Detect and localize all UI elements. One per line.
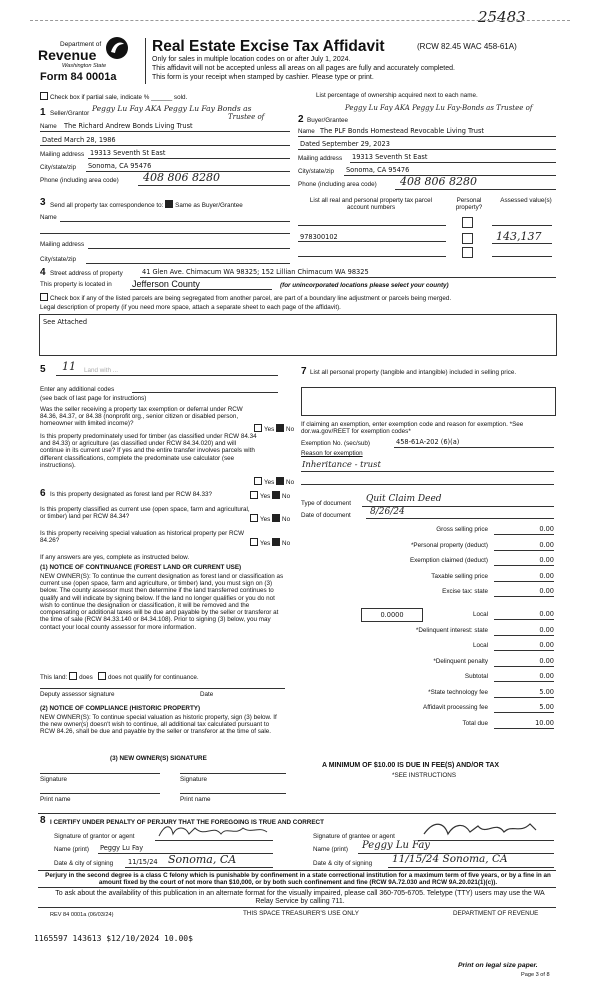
exemption-text: If claiming an exemption, enter exemption code and reason for exemption. *See dor.wa.gov/REET for exemption codes* (301, 421, 524, 436)
fee-row-b-label-7: Total due (462, 719, 488, 727)
sec3-city-label: City/state/zip (40, 256, 77, 263)
fee-row-b-rule-7 (494, 728, 554, 729)
section-7-number: 7 (301, 366, 307, 377)
header-divider (145, 38, 146, 84)
buyer-mailing-label: Mailing address (298, 155, 343, 162)
fee-row-b-value-1[interactable]: 0.00 (539, 625, 554, 634)
sec8-top-rule (38, 813, 556, 814)
grantee-signature[interactable] (420, 818, 540, 840)
seller-name-rule (40, 131, 290, 132)
street-address-label: Street address of property (50, 270, 123, 277)
header-revenue: Revenue (38, 47, 97, 63)
new-owner-print-label-2: Print name (180, 796, 211, 803)
grantor-signature[interactable] (155, 822, 270, 840)
deputy-date-label: Date (200, 691, 214, 698)
fee-row-b-rule-1 (494, 635, 554, 636)
seller-mailing-rule (88, 158, 290, 159)
sec5-q2-no-checkbox[interactable] (276, 477, 284, 485)
grantor-name-value[interactable]: Peggy Lu Fay (100, 844, 144, 852)
buyer-phone-rule (395, 189, 556, 190)
header-form-number: Form 84 0001a (40, 71, 117, 83)
additional-codes-rule (132, 392, 278, 393)
sec3-text: Send all property tax correspondence to: (50, 202, 164, 209)
located-in-label: This property is located in (40, 281, 112, 288)
sec5-q2-yes-checkbox[interactable] (254, 477, 262, 485)
street-address-rule (140, 277, 556, 278)
handwritten-record-number: 25483 (478, 8, 526, 26)
grantor-date-label: Date & city of signing (54, 860, 114, 867)
same-as-buyer-checkbox[interactable] (165, 200, 173, 208)
fee-row-value-1[interactable]: 0.00 (539, 540, 554, 549)
fee-row-value-2[interactable]: 0.00 (539, 556, 554, 564)
section-6-number: 6 (40, 488, 46, 499)
buyer-city-label: City/state/zip (298, 168, 335, 175)
additional-codes-label: Enter any additional codes (40, 386, 115, 393)
legal-description-value: See Attached (43, 318, 88, 326)
sec3-mailing-label: Mailing address (40, 241, 85, 248)
fee-row-b-label-2: Local (472, 642, 488, 649)
reason-rule-2 (301, 484, 554, 485)
assessed-rule-1 (492, 225, 552, 226)
header-line1: Only for sales in multiple location codes on or after July 1, 2024. (152, 56, 351, 63)
buyer-name-rule (298, 136, 556, 137)
seller-handwritten-line2: Trustee of (228, 113, 265, 121)
section-5-number: 5 (40, 364, 46, 375)
sec3-row (50, 200, 243, 209)
sec6-q1: Is this property designated as forest land per RCW 84.33? (50, 491, 213, 498)
grantee-name-label: Name (print) (313, 846, 348, 853)
fee-row-b-label-3: *Delinquent penalty (433, 657, 488, 665)
parcel-column-header: List all real and personal property tax parcel account numbers (309, 197, 433, 212)
dor-logo-icon (105, 36, 129, 60)
buyer-city-value[interactable]: Sonoma, CA 95476 (346, 166, 410, 174)
fee-row-b-value-2[interactable]: 0.00 (539, 641, 554, 649)
seller-phone-label: Phone (including area code) (40, 177, 119, 184)
certify-statement: I CERTIFY UNDER PENALTY OF PERJURY THAT THE FOREGOING IS TRUE AND CORRECT (50, 819, 324, 826)
fee-row-b-value-5[interactable]: 5.00 (539, 687, 554, 696)
sec6-q3-no: No (282, 540, 291, 547)
buyer-handwritten-line1: Peggy Lu Fay AKA Peggy Lu Fay-Bonds as Trustee of (345, 104, 533, 112)
sec6-q1-no-checkbox[interactable] (272, 491, 280, 499)
sec5-q2: Is this property predominately used for timber (as classified under RCW 84.34 and 84.33) or agriculture (as classified under RCW 84.34.020) and will continue in its current use? If yes and the entire transfer involves parcels with different classifications, complete the predominate use calculator (see instructions). (40, 433, 257, 469)
footer-top-rule (38, 870, 556, 871)
buyer-phone-value[interactable]: 408 806 8280 (400, 175, 477, 188)
new-owner-signature-label-2: Signature (180, 776, 207, 783)
fee-row-label-0: Gross selling price (436, 526, 488, 533)
this-land-label: This land: (40, 674, 68, 681)
fee-row-label-3: Taxable selling price (431, 572, 488, 580)
section-2-number: 2 (298, 114, 304, 125)
assessed-rule-3 (492, 256, 552, 257)
fee-row-b-rule-0 (494, 619, 554, 620)
sec5-q2-yes: Yes (264, 479, 275, 486)
fee-row-b-value-3[interactable]: 0.00 (539, 656, 554, 665)
compliance-text: NEW OWNER(S): To continue special valuation as historic property, sign (3) below. If the new owner(s) doesn't wish to continue, all additional tax calculated pursuant to RCW 84.26, shall be due and payable by the seller or transferor at the time of sale. (40, 714, 277, 736)
sec6-q2-no: No (282, 516, 291, 523)
personal-property-header: Personal property? (455, 197, 483, 212)
sec6-q2-yes-checkbox[interactable] (250, 514, 258, 522)
county-select[interactable]: Jefferson County (132, 279, 200, 289)
seller-city-label: City/state/zip (40, 164, 77, 171)
sec3-name-label: Name (40, 214, 57, 221)
seller-handwritten-line1: Peggy Lu Fay AKA Peggy Lu Fay Bonds as (92, 104, 252, 113)
sec6-q3-yes-checkbox[interactable] (250, 538, 258, 546)
grantee-name-value[interactable]: Peggy Lu Fay (362, 840, 430, 851)
does-checkbox[interactable] (69, 672, 77, 680)
header-state: Washington State (62, 63, 107, 69)
personal-property-checkbox-3[interactable] (462, 247, 473, 258)
same-as-buyer-label: Same as Buyer/Grantee (175, 202, 243, 209)
reason-value[interactable]: Inheritance - trust (302, 460, 381, 470)
fee-row-b-value-4[interactable]: 0.00 (539, 672, 554, 680)
segregated-label: Check box if any of the listed parcels are being segregated from another parcel, are part of a boundary line adjustment or parcels being merged. (50, 295, 452, 302)
grantee-date-value[interactable]: 11/15/24 Sonoma, CA (392, 853, 508, 865)
does-not-checkbox[interactable] (98, 672, 106, 680)
assessed-rule-2 (492, 243, 552, 244)
section-1-number: 1 (40, 107, 46, 118)
doc-date-rule (366, 518, 554, 519)
street-address-value[interactable]: 41 Glen Ave. Chimacum WA 98325; 152 Lillian Chimacum WA 98325 (142, 268, 369, 276)
section-3-number: 3 (40, 197, 46, 208)
grantee-date-label: Date & city of signing (313, 860, 373, 867)
page-number: Page 3 of 8 (521, 972, 550, 978)
sec5-q1-no-checkbox[interactable] (276, 424, 284, 432)
buyer-label: Buyer/Grantee (307, 117, 348, 124)
buyer-phone-label: Phone (including area code) (298, 181, 377, 188)
seller-mailing-value[interactable]: 19313 Seventh St East (90, 149, 166, 157)
assessed-value-header: Assessed value(s) (500, 197, 552, 204)
land-use-rule (56, 375, 278, 376)
fee-row-b-rule-4 (494, 681, 554, 682)
fee-row-b-label-6: Affidavit processing fee (423, 704, 488, 711)
personal-property-field[interactable] (301, 387, 556, 416)
doc-date-value[interactable]: 8/26/24 (370, 507, 405, 517)
new-owner-sig-rule-1 (40, 773, 160, 774)
minimum-due-note: A MINIMUM OF $10.00 IS DUE IN FEE(S) AND/OR TAX (322, 762, 500, 769)
new-owner-print-rule-2 (180, 793, 286, 794)
sec5-q1-yes: Yes (264, 426, 275, 433)
fee-row-b-label-5: *State technology fee (428, 688, 488, 696)
sec6-q3-yes: Yes (260, 540, 271, 547)
fee-row-b-label-4: Subtotal (464, 673, 488, 680)
sec6-q2-yes: Yes (260, 516, 271, 523)
treasurer-use-label: THIS SPACE TREASURER'S USE ONLY (243, 910, 359, 917)
reason-label: Reason for exemption (301, 450, 363, 457)
deputy-rule (40, 688, 285, 689)
fee-row-b-rule-3 (494, 666, 554, 667)
fee-row-label-2: Exemption claimed (deduct) (409, 557, 488, 564)
sec3-name-rule (60, 221, 290, 222)
dept-of-revenue-footer: DEPARTMENT OF REVENUE (453, 910, 539, 917)
header-rcw: (RCW 82.45 WAC 458-61A) (417, 42, 517, 51)
sec5-q1: Was the seller receiving a property tax exemption or deferral under RCW 84.36, 84.37, or 84.38 (nonprofit org., senior citizen or disabled person, homeowner with limited income)? (40, 406, 243, 428)
segregated-row (40, 293, 451, 302)
buyer-name-value[interactable]: The PLF Bonds Homestead Revocable Living Trust (320, 127, 485, 135)
fee-row-b-value-6[interactable]: 5.00 (539, 703, 554, 711)
assessed-value[interactable]: 143,137 (496, 230, 542, 243)
grantee-date-rule (388, 867, 554, 868)
parcel-rule-1 (298, 225, 446, 226)
grantor-name-label: Name (print) (54, 846, 89, 853)
parcel-rule-2 (298, 241, 446, 242)
doc-type-value[interactable]: Quit Claim Deed (366, 494, 442, 504)
see-instructions-note: *SEE INSTRUCTIONS (392, 772, 457, 779)
section-4-number: 4 (40, 267, 46, 278)
header-line2: This affidavit will not be accepted unless all areas on all pages are fully and accurately completed. (152, 65, 455, 72)
seller-label: Seller/Grantor (50, 110, 90, 117)
partial-sale-label: Check box if partial sale, indicate % (50, 94, 150, 101)
fee-row-label-4: Excise tax: state (442, 588, 488, 595)
fee-row-value-3[interactable]: 0.00 (539, 571, 554, 580)
sec6-q1-yes: Yes (260, 493, 271, 500)
sec6-q2: Is this property classified as current use (open space, farm and agricultural, or timber) land per RCW 84.34? (40, 506, 250, 521)
see-back-label: (see back of last page for instructions) (40, 395, 147, 402)
header-line3: This form is your receipt when stamped by cashier. Please type or print. (152, 74, 374, 81)
alternate-format-notice: To ask about the availability of this publication in an alternate format for the visually impaired, please call 360-705-6705. Teletype (TTY) users may use the WA Relay Service by calling 711. (55, 890, 545, 906)
this-land-row (40, 672, 199, 681)
fee-row-rule-1 (494, 550, 554, 551)
new-owner-signature-title: (3) NEW OWNER(S) SIGNATURE (110, 755, 207, 762)
fee-row-b-label-1: *Delinquent interest: state (415, 626, 488, 634)
seller-name-value[interactable]: The Richard Andrew Bonds Living Trust (64, 122, 193, 130)
new-owner-signature-label-1: Signature (40, 776, 67, 783)
compliance-title: (2) NOTICE OF COMPLIANCE (HISTORIC PROPERTY) (40, 705, 201, 712)
seller-mailing-label: Mailing address (40, 151, 85, 158)
legal-description-field[interactable] (39, 314, 557, 356)
partial-sale-checkbox[interactable] (40, 92, 48, 100)
buyer-name-label: Name (298, 128, 315, 135)
fee-row-rule-4 (494, 596, 554, 597)
grantor-date-rule (125, 867, 273, 868)
fee-row-b-value-0[interactable]: 0.00 (539, 610, 554, 618)
county-note: (for unincorporated locations please select your county) (280, 282, 449, 289)
sec3-mailing-rule (88, 248, 290, 249)
buyer-mailing-rule (350, 162, 556, 163)
fee-row-b-rule-5 (494, 697, 554, 698)
tax-rate-value: 0.0000 (380, 611, 404, 619)
deputy-signature-label: Deputy assessor signature (40, 691, 115, 698)
sec6-q2-no-checkbox[interactable] (272, 514, 280, 522)
grantee-signature-rule (418, 840, 554, 841)
perjury-notice: Perjury in the second degree is a class C felony which is punishable by confinement in a state correctional institution for a maximum term of five years, or by a fine in an amount fixed by the court of not more than $10,000, or by both such confinement and fine (RCW 9A.72.030 and RCW 9A.20.021(1)(c)). (45, 872, 551, 887)
seller-phone-value[interactable]: 408 806 8280 (143, 171, 220, 184)
segregated-checkbox[interactable] (40, 293, 48, 301)
partial-sale-row: Check box if partial sale, indicate % ______ sold. (40, 92, 187, 101)
sec6-q1-answers (250, 491, 290, 500)
personal-property-checkbox-1[interactable] (462, 217, 473, 228)
top-dashed-rule (30, 20, 570, 21)
fee-row-b-value-7[interactable]: 10.00 (535, 718, 554, 727)
section-8-number: 8 (40, 815, 46, 826)
exemption-no-label: Exemption No. (sec/sub) (301, 440, 370, 447)
parcel-number-value[interactable]: 978300102 (300, 233, 338, 241)
fee-row-b-rule-2 (494, 650, 554, 651)
sec6-q3: Is this property receiving special valuation as historical property per RCW 84.26? (40, 530, 245, 545)
footer-mid-rule (38, 887, 556, 888)
sec6-q3-answers (250, 538, 290, 547)
land-use-code[interactable]: 11 (62, 360, 76, 373)
grantor-city-value[interactable]: Sonoma, CA (168, 853, 237, 866)
header-dept: Department of (60, 41, 102, 48)
does-not-label: does not qualify for continuance. (107, 674, 199, 681)
sec5-q2-answers (254, 477, 294, 486)
partial-sold-label: sold. (173, 94, 188, 101)
land-use-desc: Land with ... (84, 367, 118, 374)
legal-description-label: Legal description of property (if you need more space, attach a separate sheet to each page of the affidavit). (40, 304, 341, 311)
fee-row-b-label-0: Local (472, 611, 488, 618)
personal-property-list-label: List all personal property (tangible and intangible) included in selling price. (310, 369, 517, 376)
rev-code: REV 84 0001a (06/03/24) (50, 912, 114, 918)
buyer-dated[interactable]: Dated September 29, 2023 (300, 140, 390, 148)
continuance-text: NEW OWNER(S): To continue the current designation as forest land or classification as current use (open space, farm and agriculture, or timber) land, you must sign on (3) below. The county assessor must then determine if the land transferred continues to qualify and will indicate by signing below. If the land no longer qualifies or you do not wish to continue the designation or classification, it will be removed and the compensating or additional taxes will be due and payable by the seller or transferor at the time of sale (RCW 84.33.140 or 84.34.108). Prior to signing (3) below, you may contact your local county assessor for more information. (40, 573, 284, 631)
fee-row-rule-3 (494, 581, 554, 582)
page-title: Real Estate Excise Tax Affidavit (152, 38, 385, 55)
doc-date-label: Date of document (301, 512, 351, 519)
does-label: does (79, 674, 93, 681)
seller-city-value[interactable]: Sonoma, CA 95476 (88, 162, 152, 170)
sec6-q3-no-checkbox[interactable] (272, 538, 280, 546)
seller-dated-rule (40, 145, 290, 146)
personal-property-checkbox-2[interactable] (462, 233, 473, 244)
fee-row-b-rule-6 (494, 712, 554, 713)
exemption-no-rule (394, 447, 554, 448)
grantor-signature-label: Signature of grantor or agent (54, 833, 135, 840)
buyer-dated-rule (298, 149, 556, 150)
grantee-signature-label: Signature of grantee or agent (313, 833, 395, 840)
new-owner-print-label-1: Print name (40, 796, 71, 803)
fee-row-rule-0 (494, 534, 554, 535)
recording-stamp: 1165597 143613 $12/10/2024 10.00$ (34, 934, 193, 943)
reason-rule-1 (301, 471, 554, 472)
grantor-signature-rule (155, 840, 273, 841)
county-rule (130, 289, 272, 290)
parcel-rule-3 (298, 256, 446, 257)
fee-row-rule-2 (494, 565, 554, 566)
sec6-q1-yes-checkbox[interactable] (250, 491, 258, 499)
seller-dated[interactable]: Dated March 28, 1986 (42, 136, 116, 144)
sec3-city-rule (86, 263, 290, 264)
grantor-date-value[interactable]: 11/15/24 (128, 858, 158, 866)
seller-phone-rule (138, 185, 290, 186)
seller-name-label: Name (40, 123, 57, 130)
fee-row-value-0[interactable]: 0.00 (539, 525, 554, 533)
continuance-title: (1) NOTICE OF CONTINUANCE (FOREST LAND OR CURRENT USE) (40, 564, 242, 571)
footer-bottom-rule (38, 907, 556, 908)
sec5-q1-answers (254, 424, 294, 433)
fee-row-label-1: *Personal property (deduct) (410, 541, 488, 549)
new-owner-sig-rule-2 (180, 773, 286, 774)
sec6-note: If any answers are yes, complete as instructed below. (40, 554, 190, 561)
sec5-q2-no: No (286, 479, 295, 486)
new-owner-print-rule-1 (40, 793, 160, 794)
sec5-q1-yes-checkbox[interactable] (254, 424, 262, 432)
ownership-percent-label: List percentage of ownership acquired next to each name. (316, 92, 478, 99)
exemption-no-value[interactable]: 458-61A-202 (6)(a) (396, 438, 460, 446)
doc-type-label: Type of document (301, 500, 352, 507)
sec6-q1-no: No (282, 493, 291, 500)
buyer-mailing-value[interactable]: 19313 Seventh St East (352, 153, 428, 161)
legal-paper-note: Print on legal size paper. (458, 962, 538, 969)
sec6-q2-answers (250, 514, 290, 523)
sec5-q1-no: No (286, 426, 295, 433)
fee-row-value-4[interactable]: 0.00 (539, 587, 554, 595)
sec3-blank-rule (40, 233, 290, 234)
